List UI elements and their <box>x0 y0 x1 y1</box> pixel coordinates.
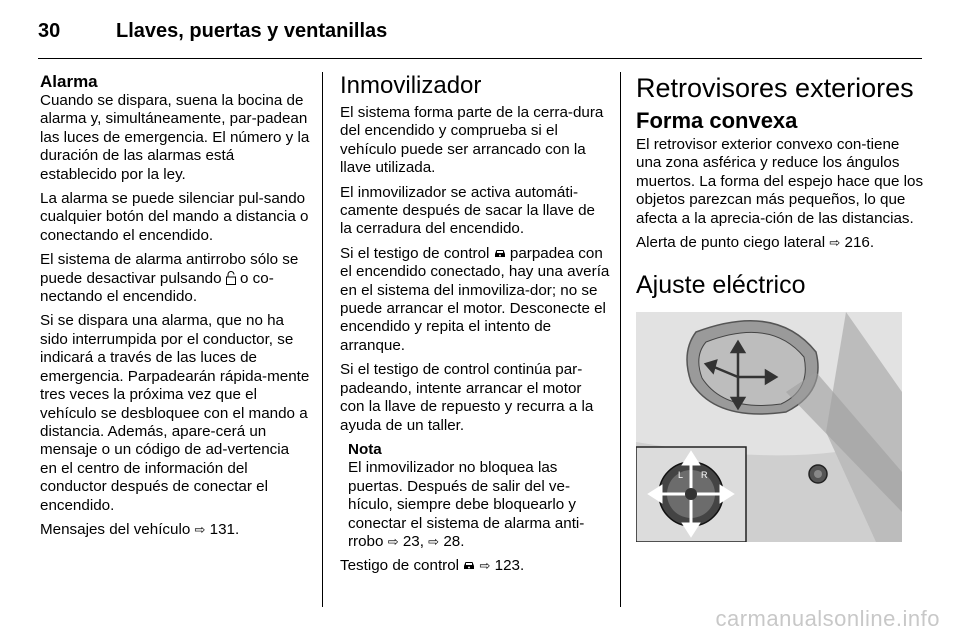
section-heading-alarma: Alarma <box>40 72 98 91</box>
note-box <box>348 441 610 551</box>
text-span: parpadea con el encendido conectado, hay una avería en el sistema del inmoviliza-dor; no se puede arrancar el motor. Desconecte el encendido y repita el intento de arranque. <box>340 244 610 354</box>
reference-arrow-icon: ⇨ <box>428 533 440 549</box>
reference-arrow-icon: ⇨ <box>829 235 841 251</box>
subheading-ajuste-electrico: Ajuste eléctrico <box>636 271 806 300</box>
paragraph: El inmovilizador se activa automáti-camente después de sacar la llave de la cerradura del encendido. <box>340 183 595 238</box>
text-span: El inmovilizador no bloquea las puertas. Después de salir del ve-hículo, siempre debe bloquearlo y conectar el sistema de alarma anti-rrobo <box>348 459 585 550</box>
text-span: Mensajes del vehículo <box>40 520 195 538</box>
section-heading-inmovilizador: Inmovilizador <box>340 72 482 99</box>
column-alarma <box>40 72 310 545</box>
immobilizer-warning-icon <box>463 558 475 570</box>
paragraph <box>40 521 310 539</box>
reference-arrow-icon: ⇨ <box>387 533 399 549</box>
column-divider-2 <box>620 72 621 607</box>
page-reference-link[interactable]: 131. <box>209 520 240 538</box>
reference-arrow-icon: ⇨ <box>479 558 491 574</box>
column-divider-1 <box>322 72 323 607</box>
paragraph: El sistema forma parte de la cerra-dura del encendido y comprueba si el vehículo puede ser arrancado con la llave utilizada. <box>340 104 604 177</box>
paragraph <box>340 245 610 355</box>
paragraph <box>636 234 926 252</box>
text-span: Si el testigo de control <box>340 244 494 262</box>
watermark: carmanualsonline.info <box>715 606 940 631</box>
page-reference-link[interactable]: 23, <box>402 532 429 550</box>
page-number: 30 <box>38 20 61 42</box>
paragraph: El retrovisor exterior convexo con-tiene una zona asférica y reduce los ángulos muertos. La forma del espejo hace que los objetos parezcan más pequeños, lo que afecta a la aprecia-ción de las distancias. <box>636 136 924 227</box>
paragraph: Si el testigo de control continúa par-padeando, intente arrancar el motor con la llave de repuesto y recurra a la ayuda de un taller. <box>340 361 594 434</box>
figure-label-r: R <box>701 470 708 481</box>
page-title: Llaves, puertas y ventanillas <box>116 20 388 42</box>
page-reference-link[interactable]: 28. <box>443 532 465 550</box>
header-rule <box>38 58 922 59</box>
reference-arrow-icon: ⇨ <box>194 521 206 537</box>
unlock-icon <box>226 271 236 285</box>
page-reference-link[interactable]: 216. <box>844 234 875 252</box>
page-reference-link[interactable]: 123. <box>494 557 525 575</box>
page-header <box>38 20 387 43</box>
subheading-forma-convexa: Forma convexa <box>636 108 798 133</box>
note-text <box>348 459 610 551</box>
text-span: El sistema de alarma antirrobo sólo se puede desactivar pulsando <box>40 251 299 287</box>
column-inmovilizador <box>340 72 610 582</box>
paragraph: Si se dispara una alarma, que no ha sido interrumpida por el conductor, se indicará a través de las luces de emergencia. Parpadearán rápida-mente tres veces la próxima vez que el vehículo se desbloquee con el mando a distancia. Además, apare-cerá un mensaje o un código de ad-vertencia en el centro de información del conductor después de conectar el encendido. <box>40 312 310 514</box>
note-title: Nota <box>348 440 382 458</box>
text-span: o co-nectando el encendido. <box>40 269 274 306</box>
column-retrovisores <box>636 72 926 542</box>
mirror-adjust-figure <box>636 312 902 542</box>
text-span: Testigo de control <box>340 557 464 575</box>
text-span: Alerta de punto ciego lateral <box>636 234 830 252</box>
immobilizer-warning-icon <box>494 246 506 258</box>
paragraph: La alarma se puede silenciar pul-sando cualquier botón del mando a distancia o conectando el encendido. <box>40 190 309 244</box>
figure-label-l: L <box>678 470 684 481</box>
section-heading-retrovisores: Retrovisores exteriores <box>636 73 914 103</box>
paragraph: Cuando se dispara, suena la bocina de alarma y, simultáneamente, par-padean las luces de emergencia. El número y la duración de las alarmas está establecido por la ley. <box>40 92 310 183</box>
paragraph <box>340 557 610 575</box>
paragraph <box>40 251 310 306</box>
